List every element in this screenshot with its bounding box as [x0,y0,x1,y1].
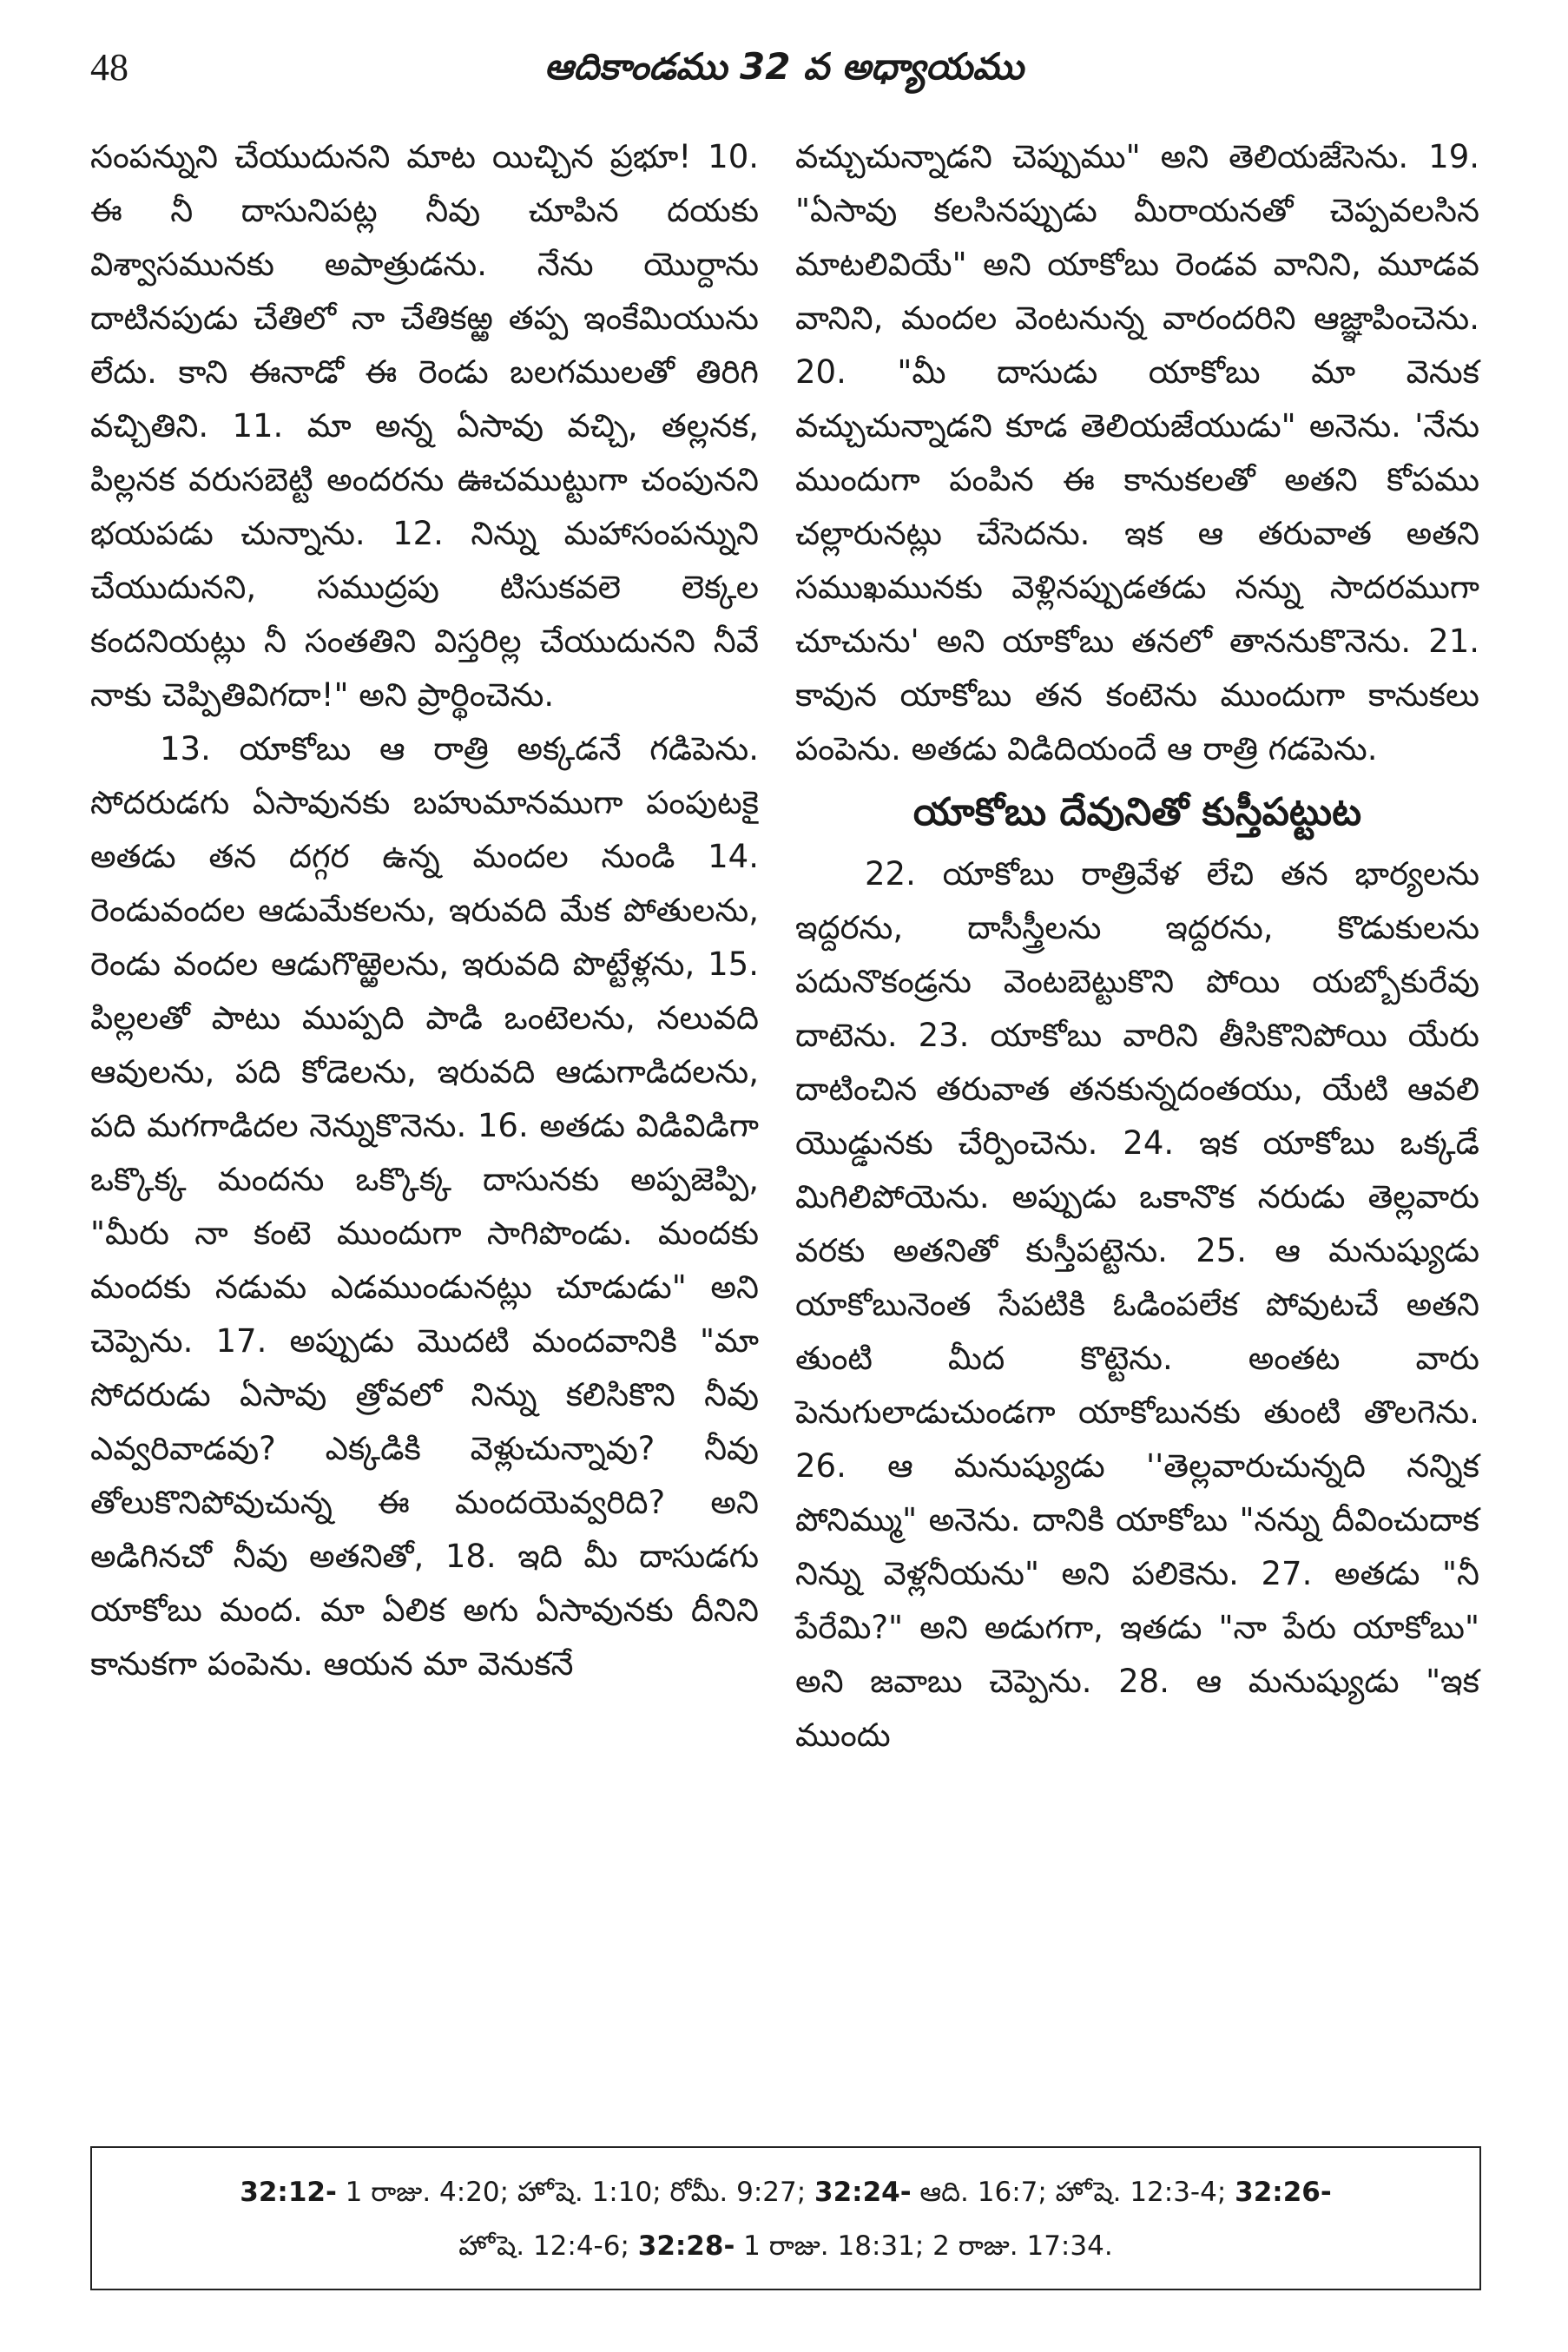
page-header [90,45,1478,106]
paragraph: 13. యాకోబు ఆ రాత్రి అక్కడనే గడిపెను. సోదరుడగు ఏసావునకు బహుమానముగా పంపుటకై అతడు తన దగ్గర ఉన్న మందల నుండి 14. రెండువందల ఆడుమేకలను, ఇరువది మేక పోతులను, రెండు వందల ఆడుగొఱ్ఱెలను, ఇరువది పొట్టేళ్లను, 15. పిల్లలతో పాటు ముప్పది పాడి ఒంటెలను, నలువది ఆవులను, పది కోడెలను, ఇరువది ఆడుగాడిదలను, పది మగగాడిదల నెన్నుకొనెను. 16. అతడు విడివిడిగా ఒక్కొక్క మందను ఒక్కొక్క దాసునకు అప్పజెప్పి, "మీరు నా కంటె ముందుగా సాగిపొండు. మందకు మందకు నడుమ ఎడముండునట్లు చూడుడు" అని చెప్పెను. 17. అప్పుడు మొదటి మందవానికి "మా సోదరుడు ఏసావు త్రోవలో నిన్ను కలిసికొని నీవు ఎవ్వరివాడవు? ఎక్కడికి వెళ్లుచున్నావు? నీవు తోలుకొనిపోవుచున్న ఈ మందయెవ్వరిది? అని అడిగినచో నీవు అతనితో, 18. ఇది మీ దాసుడగు యాకోబు మంద. మా ఏలిక అగు ఏసావునకు దీనిని కానుకగా పంపెను. ఆయన మా వెనుకనే [90,730,759,1683]
footnote-box [90,2146,1481,2290]
paragraph: 22. యాకోబు రాత్రివేళ లేచి తన భార్యలను ఇద్దరను, దాసీస్త్రీలను ఇద్దరను, కొడుకులను పదునొకండ్రను వెంటబెట్టుకొని పోయి యబ్బోకురేవు దాటెను. 23. యాకోబు వారిని తీసికొనిపోయి యేరు దాటించిన తరువాత తనకున్నదంతయు, యేటి ఆవలి యొడ్డునకు చేర్పించెను. 24. ఇక యాకోబు ఒక్కడే మిగిలిపోయెను. అప్పుడు ఒకానొక నరుడు తెల్లవారు వరకు అతనితో కుస్తీపట్టెను. 25. ఆ మనుష్యుడు యాకోబునెంత సేపటికి ఓడింపలేక పోవుటచే అతని తుంటి మీద కొట్టెను. అంతట వారు పెనుగులాడుచుండగా యాకోబునకు తుంటి తొలగెను. 26. ఆ మనుష్యుడు ''తెల్లవారుచున్నది నన్నిక పోనిమ్ము" అనెను. దానికి యాకోబు "నన్ను దీవించుదాక నిన్ను వెళ్లనీయను" అని పలికెను. 27. అతడు "నీ పేరేమి?" అని అడుగగా, ఇతడు "నా పేరు యాకోబు" అని జవాబు చెప్పెను. 28. ఆ మనుష్యుడు "ఇక ముందు [795,855,1479,1754]
footnote-text: ఆది. 16:7; హోషె. 12:3-4; [911,2177,1235,2208]
running-title: ఆదికాండము 32 వ అధ్యాయము [544,45,1024,88]
footnote-ref: 32:26- [1235,2177,1332,2208]
paragraph: వచ్చుచున్నాడని చెప్పుము" అని తెలియజేసెను. 19. "ఏసావు కలసినప్పుడు మీరాయనతో చెప్పవలసిన మాటలివియే" అని యాకోబు రెండవ వానిని, మూడవ వానిని, మందల వెంటనున్న వారందరిని ఆజ్ఞాపించెను. 20. "మీ దాసుడు యాకోబు మా వెనుక వచ్చుచున్నాడని కూడ తెలియజేయుడు" అనెను. 'నేను ముందుగా పంపిన ఈ కానుకలతో అతని కోపము చల్లారునట్లు చేసెదను. ఇక ఆ తరువాత అతని సముఖమునకు వెళ్లినప్పుడతడు నన్ను సాదరముగా చూచును' అని యాకోబు తనలో తాననుకొనెను. 21. కావున యాకోబు తన కంటెను ముందుగా కానుకలు పంపెను. అతడు విడిదియందే ఆ రాత్రి గడపెను. [795,138,1479,768]
page-number: 48 [90,46,128,89]
section-heading: యాకోబు దేవునితో కుస్తీపట్టుట [912,790,1362,834]
left-column [90,130,759,1691]
paragraph: సంపన్నుని చేయుదునని మాట యిచ్చిన ప్రభూ! 10. ఈ నీ దాసునిపట్ల నీవు చూపిన దయకు విశ్వాసమునకు అపాత్రుడను. నేను యొర్దాను దాటినపుడు చేతిలో నా చేతికఱ్ఱ తప్ప ఇంకేమియును లేదు. కాని ఈనాడో ఈ రెండు బలగములతో తిరిగి వచ్చితిని. 11. మా అన్న ఏసావు వచ్చి, తల్లనక, పిల్లనక వరుసబెట్టి అందరను ఊచముట్టుగా చంపునని భయపడు చున్నాను. 12. నిన్ను మహాసంపన్నుని చేయుదునని, సముద్రపు టిసుకవలె లెక్కల కందనియట్లు నీ సంతతిని విస్తరిల్ల చేయుదునని నీవే నాకు చెప్పితివిగదా!" అని ప్రార్థించెను. [90,138,759,714]
footnote-line-1 [118,2165,1453,2219]
footnote-ref: 32:24- [814,2177,912,2208]
footnote-text: 1 రాజు. 18:31; 2 రాజు. 17:34. [735,2230,1113,2262]
footnote-ref: 32:12- [240,2177,337,2208]
footnote-ref: 32:28- [637,2230,735,2262]
footnote-text: 1 రాజు. 4:20; హోషె. 1:10; రోమీ. 9:27; [336,2177,815,2208]
right-column [795,130,1479,1762]
footnote-text: హోషె. 12:4-6; [458,2230,638,2262]
footnote-line-2 [118,2219,1453,2273]
